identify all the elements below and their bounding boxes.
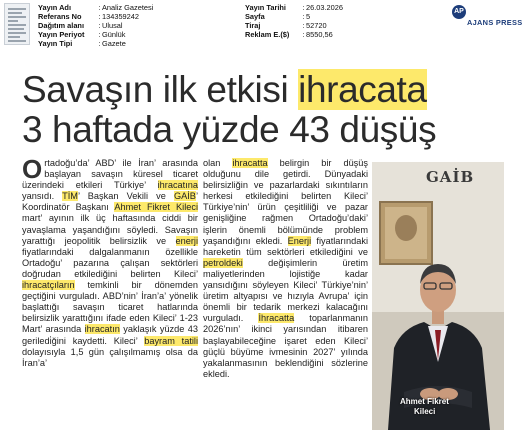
meta-separator: :: [98, 20, 101, 30]
highlighted-term: GAİB: [173, 191, 196, 202]
meta-separator: :: [302, 3, 305, 12]
headline-line2: 3 haftada yüzde 43 düşüş: [22, 109, 437, 150]
meta-key: Yayın Periyot: [38, 29, 85, 39]
logo-text: AJANS PRESS: [467, 18, 522, 27]
photo-caption: [400, 397, 449, 417]
article-text: belirgin bir düşüş olduğunu dile getirdi. Dünyadaki belirsizliğin ve pazarlardaki sıkıntıların herkesi etkilediğini belirten Kileci’ Türkiye’nin’ ürün çeşitliliği ve pazar genişliğine rağmen Ortadoğu’daki’ işlerin önemli bölümünde problem yaşandığını ekledi.: [203, 158, 368, 246]
highlighted-term: ihracatta: [232, 158, 268, 168]
drop-cap: O: [22, 154, 43, 184]
meta-separator: :: [302, 11, 305, 21]
article-text: fiyatlarındaki dalgalanmanın özellikle Ortadoğu’ pazarına çalışan sektörleri doğrudan etkilediğini belirten Kileci’: [22, 246, 198, 279]
caption-line2: Kileci: [414, 407, 436, 416]
meta-separator: :: [98, 11, 101, 21]
article-text: temkinli bir dönemden geçtiğini vurguladı. ABD’nin’ İran’a’ yönelik başlattığı savaşın ticaret hatlarında belirsizlik yarattığını ifade eden Kileci’ 1-23 Mart’ arasında: [22, 280, 198, 335]
meta-key: Sayfa: [245, 11, 265, 21]
meta-key: Reklam E.($): [245, 29, 290, 39]
page-thumbnail: [4, 3, 30, 45]
meta-left-row: [38, 40, 153, 49]
highlighted-term: enerji: [175, 235, 198, 246]
article-text: ’ Koordinatör Başkanı: [22, 191, 198, 213]
headline-highlight: ihracata: [298, 69, 427, 110]
article-text: dolayısıyla 1,5 gün çalışılmamış olsa da İran’a’: [22, 346, 198, 368]
meta-separator: :: [302, 20, 305, 30]
meta-value: Gazete: [102, 38, 126, 48]
meta-key: Yayın Adı: [38, 3, 71, 12]
meta-separator: :: [98, 38, 101, 48]
meta-key: Yayın Tipi: [38, 38, 73, 48]
highlighted-term: Ahmet Fikret Kileci: [114, 202, 198, 213]
meta-separator: :: [98, 3, 101, 12]
highlighted-term: ihracatın: [84, 324, 120, 335]
article-column-2: [203, 158, 368, 380]
globe-icon: AP: [452, 5, 466, 19]
meta-value: 52720: [306, 20, 327, 30]
highlighted-term: TİM: [62, 191, 78, 202]
highlighted-term: ihracatçıların: [22, 280, 75, 291]
article-text: değişimlerin üretim maliyetlerinden lojistiğe kadar yansıdığını söyleyen Kileci’ Türkiye’nin’ üretim altyapısı ve hızıyla Avrupa’ için önemli bir tedarik merkezi kalacağını vurguladı.: [203, 257, 368, 324]
highlighted-term: Enerji: [287, 235, 312, 246]
highlighted-term: petroldeki: [203, 257, 243, 268]
metadata-right: [245, 4, 343, 40]
article-text: rtadoğu’da’ ABD’ ile İran’ arasında başlayan savaşın küresel ticaret üzerindeki etkileri Türkiye’: [22, 158, 198, 191]
meta-value: 8550,56: [306, 29, 333, 39]
article-text: toparlanmanın 2026’nın’ ikinci yarısından itibaren başlayabileceğine işaret eden Kileci’ güçlü büyüme ivmesinin 2027’ yılında yakalanmasının beklendiğini sözlerine ekledi.: [203, 313, 368, 379]
meta-right-row: [245, 31, 343, 40]
metadata-left: [38, 4, 153, 49]
meta-value: Ulusal: [102, 20, 123, 30]
article-text: yaklaşık yüzde 43 geriledi̇ğini kaydetti. Kileci’: [22, 324, 198, 346]
gaib-sign: GAİB: [426, 168, 475, 186]
meta-key: Tiraj: [245, 20, 261, 30]
caption-line1: Ahmet Fikret: [400, 397, 449, 406]
article-text: olan: [203, 158, 233, 168]
article-text: fiyatlarındaki hareketin tüm sektörleri etkilediğini ve: [203, 235, 368, 257]
meta-separator: :: [302, 29, 305, 39]
portrait-photo: [372, 162, 504, 430]
headline-line1-pre: Savaşın ilk etkisi: [22, 69, 299, 110]
meta-value: 26.03.2026: [306, 3, 343, 12]
meta-key: Yayın Tarihi: [245, 3, 286, 12]
meta-value: 134359242: [102, 11, 139, 21]
article-text: mart’ ayının ilk üç haftasında ciddi bir yavaşlama yaşandığını söyledi. Savaşın yarattığı jeopolitik belirsizlik ve: [22, 213, 198, 246]
highlighted-term: bayram tatili: [144, 335, 198, 346]
highlighted-term: İhracatta: [258, 313, 295, 324]
article-column-1: [22, 154, 198, 369]
meta-value: Günlük: [102, 29, 126, 39]
article-text: yansıdı.: [22, 191, 63, 202]
portrait-illustration: [372, 162, 504, 430]
meta-value: 5: [306, 11, 311, 21]
meta-value: Analiz Gazetesi: [102, 3, 154, 12]
meta-key: Dağıtım alanı: [38, 20, 84, 30]
meta-key: Referans No: [38, 11, 82, 21]
highlighted-term: ihracatına: [157, 180, 198, 191]
article-text: ’ Başkan Vekili ve: [77, 191, 174, 202]
meta-separator: :: [98, 29, 101, 39]
headline: [22, 70, 436, 150]
